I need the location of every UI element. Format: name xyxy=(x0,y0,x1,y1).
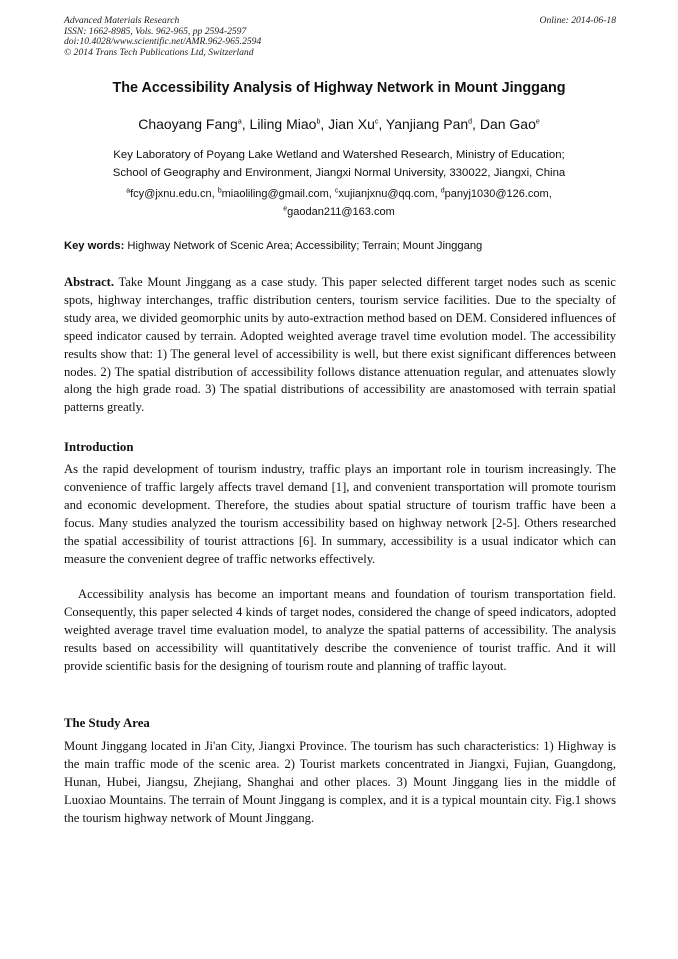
section-heading-introduction: Introduction xyxy=(64,440,134,454)
online-date: Online: 2014-06-18 xyxy=(539,15,616,26)
paper-title: The Accessibility Analysis of Highway Network in Mount Jinggang xyxy=(112,80,566,96)
email[interactable]: $^b$miaoliling@gmail.com, xyxy=(217,187,335,200)
email[interactable]: $^e$gaodan211@163.com xyxy=(283,205,395,218)
copyright-line: © 2014 Trans Tech Publications Ltd, Switzerland xyxy=(64,46,254,58)
email-list xyxy=(0,185,678,221)
section-heading-study-area: The Study Area xyxy=(64,716,150,730)
author: Liling Miao$^b$, xyxy=(249,116,329,132)
author: Yanjiang Pan$^d$, xyxy=(385,116,480,132)
email-line xyxy=(0,185,678,203)
email-line xyxy=(0,203,678,221)
email[interactable]: $^d$panyj1030@126.com, xyxy=(440,187,552,200)
affiliation xyxy=(0,146,678,182)
abstract xyxy=(64,274,616,417)
journal-header xyxy=(64,16,616,58)
introduction-paragraph-2: Accessibility analysis has become an important means and foundation of tourism transportation field. Consequently, this paper selected 4 kinds of target nodes, considered the change of speed indicators, adopted weighted average travel time evaluation model, to analyze the spatial patterns of accessibility. The analysis results based on accessibility will quantitatively describe the convenience of tourist traffic. And it will provide scientific basis for the designing of tourism route and planning of traffic layout. xyxy=(64,587,616,673)
abstract-text: Take Mount Jinggang as a case study. This paper selected different target nodes such as scenic spots, highway interchanges, traffic distribution centers, tourism service facilities. Due to the specialty of study area, we divided geomorphic units by auto-extraction method based on DEM. Considered influences of speed indicator caused by terrain. Adopted weighted average travel time evolution model. The accessibility results show that: 1) The general level of accessibility is well, but there exist significant differences between nodes. 2) The spatial distribution of accessibility follows distance attenuation regular, and attenuates slowly along the high grade road. 3) The spatial distributions of accessibility are anastomosed with terrain spatial patterns greatly. xyxy=(64,275,616,415)
email[interactable]: $^c$xujianjxnu@qq.com, xyxy=(334,187,441,200)
keywords-text: Highway Network of Scenic Area; Accessibility; Terrain; Mount Jinggang xyxy=(124,240,483,252)
author-list xyxy=(0,116,678,132)
abstract-label: Abstract. xyxy=(64,275,115,289)
affiliation-line: Key Laboratory of Poyang Lake Wetland and Watershed Research, Ministry of Education; xyxy=(113,149,565,161)
author: Dan Gao$^e$ xyxy=(479,116,540,132)
author: Jian Xu$^c$, xyxy=(328,116,386,132)
author: Chaoyang Fang$^a$, xyxy=(138,116,250,132)
keywords xyxy=(64,240,616,252)
keywords-label: Key words: xyxy=(64,240,125,252)
doi-line: doi:10.4028/www.scientific.net/AMR.962-965.2594 xyxy=(64,36,262,48)
introduction-paragraph-1: As the rapid development of tourism industry, traffic plays an important role in tourism increasingly. The convenience of traffic largely affects travel demand [1], and convenient transportation will promote tourism and economic development. Therefore, the studies about spatial structure of tourism traffic have been a focus. Many studies analyzed the tourism accessibility based on highway network [2-5]. Others researched the spatial accessibility of tourist attractions [6]. In summary, accessibility is a usual indicator which can measure the convenient degree of traffic networks effectively. xyxy=(64,462,616,566)
issn-line: ISSN: 1662-8985, Vols. 962-965, pp 2594-2597 xyxy=(64,25,247,37)
study-area-paragraph: Mount Jinggang located in Ji'an City, Jiangxi Province. The tourism has such characteristics: 1) Highway is the main traffic mode of the scenic area. 2) Tourist markets concentrated in Jiangxi, Fujian, Guangdong, Hunan, Hubei, Jiangsu, Zhejiang, Shanghai and other places. 3) Mount Jinggang lies in the middle of Luoxiao Mountains. The terrain of Mount Jinggang is complex, and it is a typical mountain city. Fig.1 shows the tourism highway network of Mount Jinggang. xyxy=(64,739,616,825)
affiliation-line: School of Geography and Environment, Jiangxi Normal University, 330022, Jiangxi, China xyxy=(112,167,566,179)
journal-name: Advanced Materials Research xyxy=(64,15,180,26)
email[interactable]: $^a$fcy@jxnu.edu.cn, xyxy=(126,187,218,200)
